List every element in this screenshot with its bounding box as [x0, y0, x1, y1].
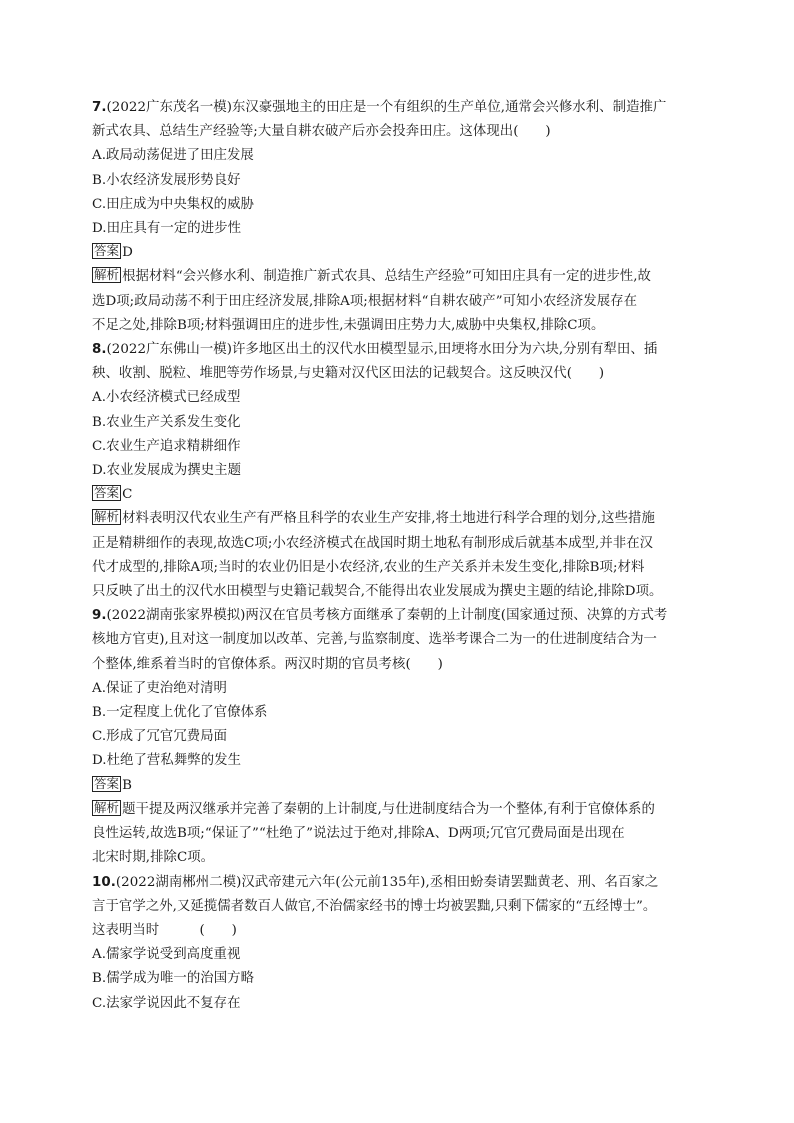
analysis-line: 良性运转,故选B项;“保证了”“杜绝了”说法过于绝对,排除A、D两项;冗官冗费局面是出现在 [92, 826, 625, 842]
option-b: B.小农经济发展形势良好 [92, 172, 241, 188]
analysis-line: 不足之处,排除B项;材料强调田庄的进步性,未强调田庄势力大,威胁中央集权,排除C项。 [92, 317, 605, 333]
analysis-text: 题干提及两汉继承并完善了秦朝的上计制度,与仕进制度结合为一个整体,有利于官僚体系的 [122, 801, 655, 817]
question-stem-line [92, 871, 710, 895]
question-stem-line: 秧、收割、脱粒、堆肥等劳作场景,与史籍对汉代区田法的记载契合。这反映汉代( ) [92, 366, 605, 382]
question-number: 10. [92, 874, 116, 890]
answer-line [92, 774, 710, 798]
question-7 [92, 96, 710, 338]
question-stem-text: (2022湖南郴州二模)汉武帝建元六年(公元前135年),丞相田蚡奏请罢黜黄老、刑、名百家之 [115, 874, 659, 890]
option-c: C.形成了冗官冗费局面 [92, 729, 228, 745]
question-number: 9. [92, 608, 107, 624]
question-8 [92, 338, 710, 604]
analysis-line: 只反映了出土的汉代水田模型与史籍记载契合,不能得出农业发展成为撰史主题的结论,排除D项。 [92, 584, 663, 600]
analysis-label: 解析 [94, 267, 120, 283]
option-a: A.保证了吏治绝对清明 [92, 680, 227, 696]
analysis-text: 材料表明汉代农业生产有严格且科学的农业生产安排,将土地进行科学合理的划分,这些措施 [122, 511, 655, 527]
option-a: A.儒家学说受到高度重视 [92, 947, 241, 963]
analysis-line [92, 507, 710, 531]
analysis-line: 选D项;政局动荡不利于田庄经济发展,排除A项;根据材料“自耕农破产”可知小农经济发展存在 [92, 293, 638, 309]
answer-value: C [122, 487, 133, 503]
answer-line [92, 483, 710, 507]
option-c: C.农业生产追求精耕细作 [92, 438, 241, 454]
option-c: C.法家学说因此不复存在 [92, 995, 241, 1011]
option-b: B.农业生产关系发生变化 [92, 414, 241, 430]
question-10 [92, 871, 710, 1016]
option-b: B.一定程度上优化了官僚体系 [92, 705, 268, 721]
question-page [92, 96, 710, 1016]
question-9 [92, 604, 710, 870]
option-d: D.杜绝了营私舞弊的发生 [92, 753, 242, 769]
answer-label: 答案 [94, 775, 120, 791]
answer-label: 答案 [94, 243, 120, 259]
analysis-label: 解析 [94, 799, 120, 815]
analysis-line: 正是精耕细作的表现,故选C项;小农经济模式在战国时期土地私有制形成后就基本成型,并非在汉 [92, 535, 654, 551]
option-b: B.儒学成为唯一的治国方略 [92, 971, 255, 987]
question-stem-line [92, 338, 710, 362]
question-stem-line [92, 96, 710, 120]
question-number: 8. [92, 342, 107, 358]
answer-value: B [122, 777, 132, 793]
question-stem-line: 核地方官吏),且对这一制度加以改革、完善,与监察制度、选举考课合二为一的仕进制度结合为一 [92, 632, 657, 648]
answer-line [92, 241, 710, 265]
analysis-text: 根据材料“会兴修水利、制造推广新式农具、总结生产经验”可知田庄具有一定的进步性,故 [122, 269, 651, 285]
analysis-line [92, 265, 710, 289]
question-stem-text: (2022湖南张家界模拟)两汉在官员考核方面继承了秦朝的上计制度(国家通过预、决算的方式考 [106, 608, 668, 624]
option-c: C.田庄成为中央集权的威胁 [92, 196, 254, 212]
question-stem-text: (2022广东佛山一模)许多地区出土的汉代水田模型显示,田埂将水田分为六块,分别有犁田、插 [106, 342, 658, 358]
analysis-line: 北宋时期,排除C项。 [92, 850, 215, 866]
question-stem-line: 这表明当时 ( ) [92, 922, 237, 938]
question-stem-line: 言于官学之外,又延揽儒者数百人做官,不治儒家经书的博士均被罢黜,只剩下儒家的“五经博士”。 [92, 898, 657, 914]
question-stem-line [92, 604, 710, 628]
answer-label: 答案 [94, 485, 120, 501]
option-a: A.小农经济模式已经成型 [92, 390, 241, 406]
analysis-line [92, 798, 710, 822]
answer-value: D [122, 245, 133, 261]
option-a: A.政局动荡促进了田庄发展 [92, 148, 254, 164]
analysis-label: 解析 [94, 509, 120, 525]
question-stem-line: 新式农具、总结生产经验等;大量自耕农破产后亦会投奔田庄。这体现出( ) [92, 124, 551, 140]
analysis-line: 代才成型的,排除A项;当时的农业仍旧是小农经济,农业的生产关系并未发生变化,排除B项;材料 [92, 559, 645, 575]
option-d: D.农业发展成为撰史主题 [92, 463, 242, 479]
question-number: 7. [92, 100, 107, 115]
question-stem-line: 个整体,维系着当时的官僚体系。两汉时期的官员考核( ) [92, 656, 443, 672]
option-d: D.田庄具有一定的进步性 [92, 221, 242, 237]
question-stem-text: (2022广东茂名一模)东汉豪强地主的田庄是一个有组织的生产单位,通常会兴修水利、制造推广 [106, 100, 667, 115]
